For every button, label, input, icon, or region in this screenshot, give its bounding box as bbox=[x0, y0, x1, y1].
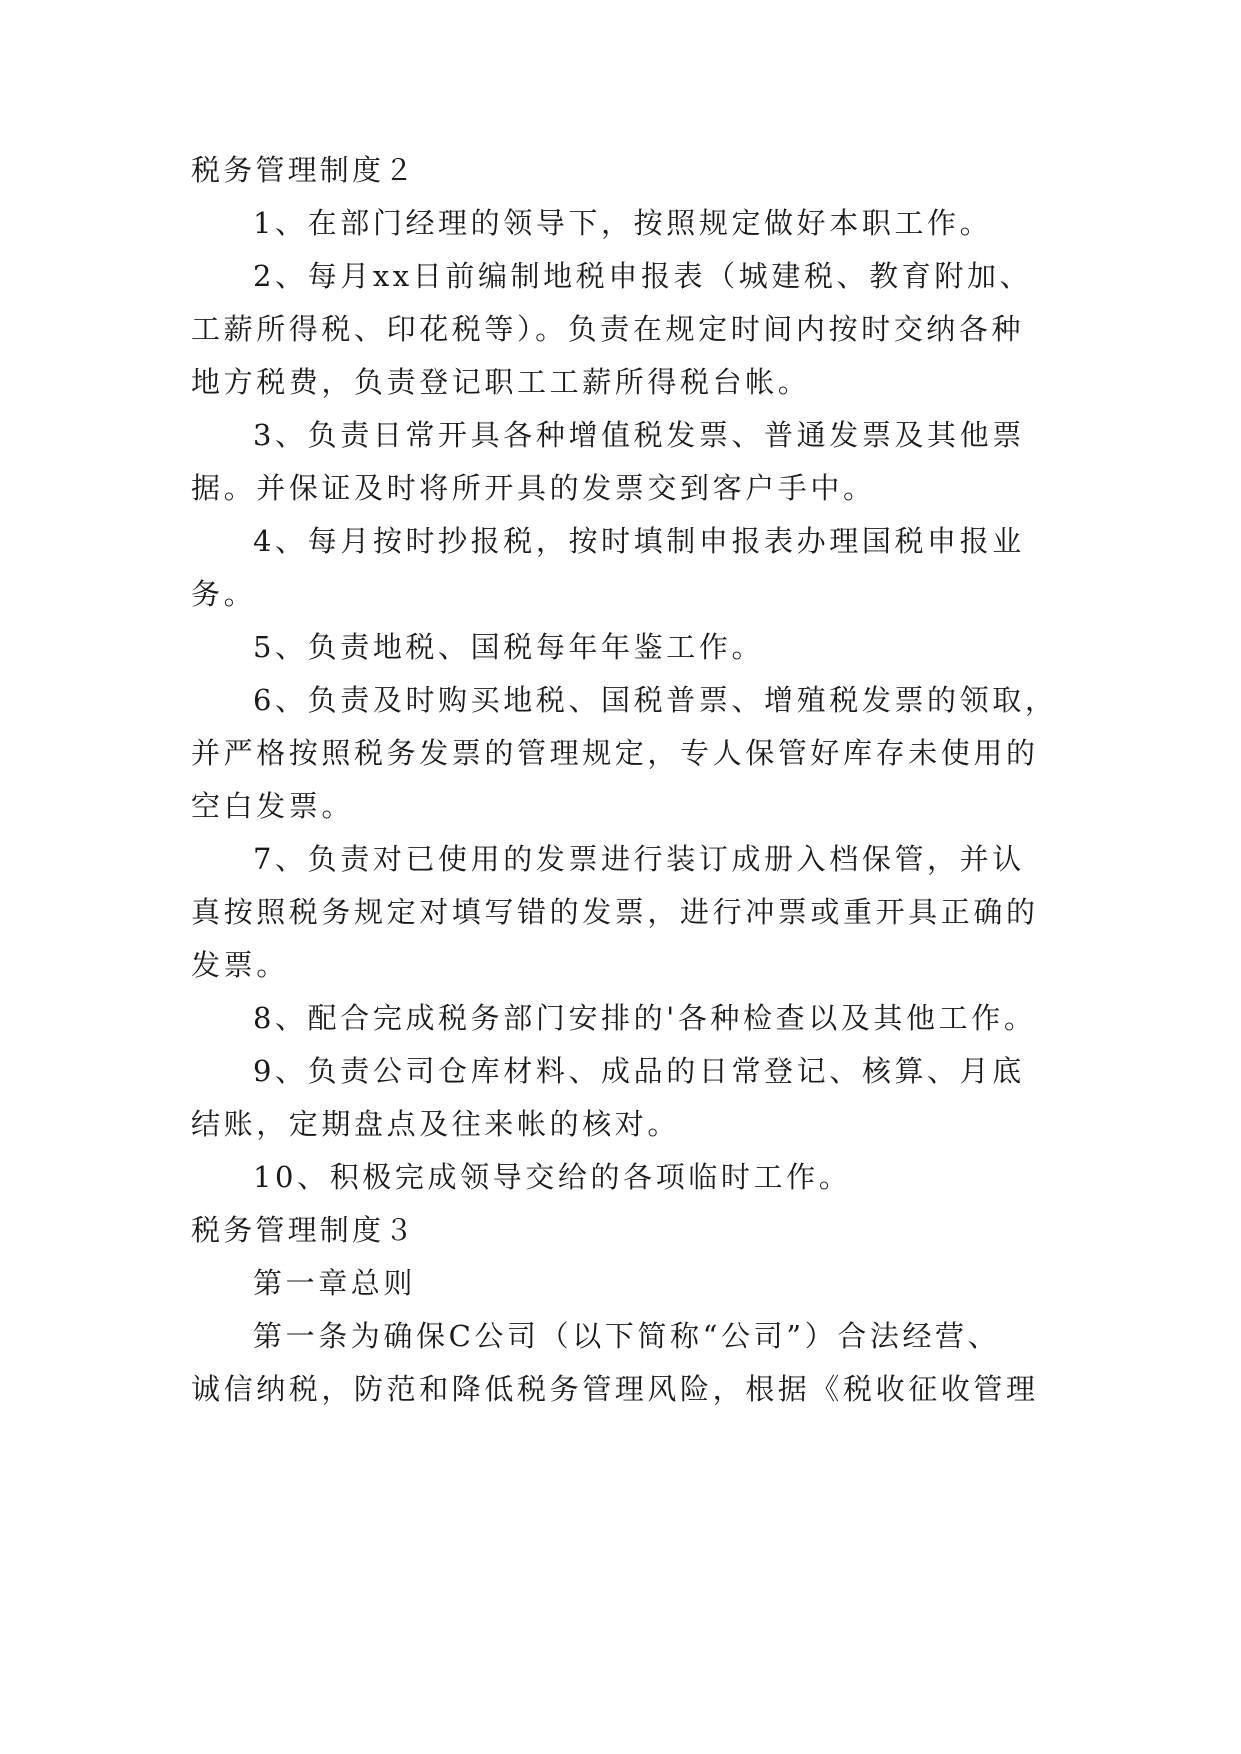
item-2-line-2: 工薪所得税、印花税等）。负责在规定时间内按时交纳各种 bbox=[191, 312, 1025, 346]
item-8-line-1: 8、配合完成税务部门安排的'各种检查以及其他工作。 bbox=[253, 1001, 1037, 1035]
item-3-line-1: 3、负责日常开具各种增值税发票、普通发票及其他票 bbox=[253, 418, 1025, 452]
item-4-line-2: 务。 bbox=[191, 577, 257, 611]
item-9-line-2: 结账，定期盘点及往来帐的核对。 bbox=[191, 1107, 681, 1141]
section-title-3: 税务管理制度３ bbox=[191, 1213, 417, 1247]
article-1-line-2: 诚信纳税，防范和降低税务管理风险，根据《税收征收管理 bbox=[191, 1372, 1039, 1406]
item-4-line-1: 4、每月按时抄报税，按时填制申报表办理国税申报业 bbox=[253, 524, 1025, 558]
item-10-line-1: 10、积极完成领导交给的各项临时工作。 bbox=[253, 1160, 852, 1194]
item-2-line-1: 2、每月xx日前编制地税申报表（城建税、教育附加、 bbox=[253, 259, 1033, 293]
item-7-line-3: 发票。 bbox=[191, 948, 289, 982]
section-title-2: 税务管理制度２ bbox=[191, 153, 417, 187]
chapter-1-title: 第一章总则 bbox=[253, 1266, 417, 1300]
item-6-line-2: 并严格按照税务发票的管理规定，专人保管好库存未使用的 bbox=[191, 736, 1039, 770]
item-6-line-3: 空白发票。 bbox=[191, 789, 355, 823]
item-2-line-3: 地方税费，负责登记职工工薪所得税台帐。 bbox=[191, 365, 811, 399]
item-7-line-2: 真按照税务规定对填写错的发票，进行冲票或重开具正确的 bbox=[191, 895, 1039, 929]
item-9-line-1: 9、负责公司仓库材料、成品的日常登记、核算、月底 bbox=[253, 1054, 1025, 1088]
item-3-line-2: 据。并保证及时将所开具的发票交到客户手中。 bbox=[191, 471, 876, 505]
item-1-line-1: 1、在部门经理的领导下，按照规定做好本职工作。 bbox=[253, 206, 993, 240]
article-1-line-1: 第一条为确保C公司（以下简称“公司”）合法经营、 bbox=[253, 1319, 1001, 1353]
item-7-line-1: 7、负责对已使用的发票进行装订成册入档保管，并认 bbox=[253, 842, 1025, 876]
item-5-line-1: 5、负责地税、国税每年年鉴工作。 bbox=[253, 630, 765, 664]
item-6-line-1: 6、负责及时购买地税、国税普票、增殖税发票的领取， bbox=[253, 683, 1058, 717]
